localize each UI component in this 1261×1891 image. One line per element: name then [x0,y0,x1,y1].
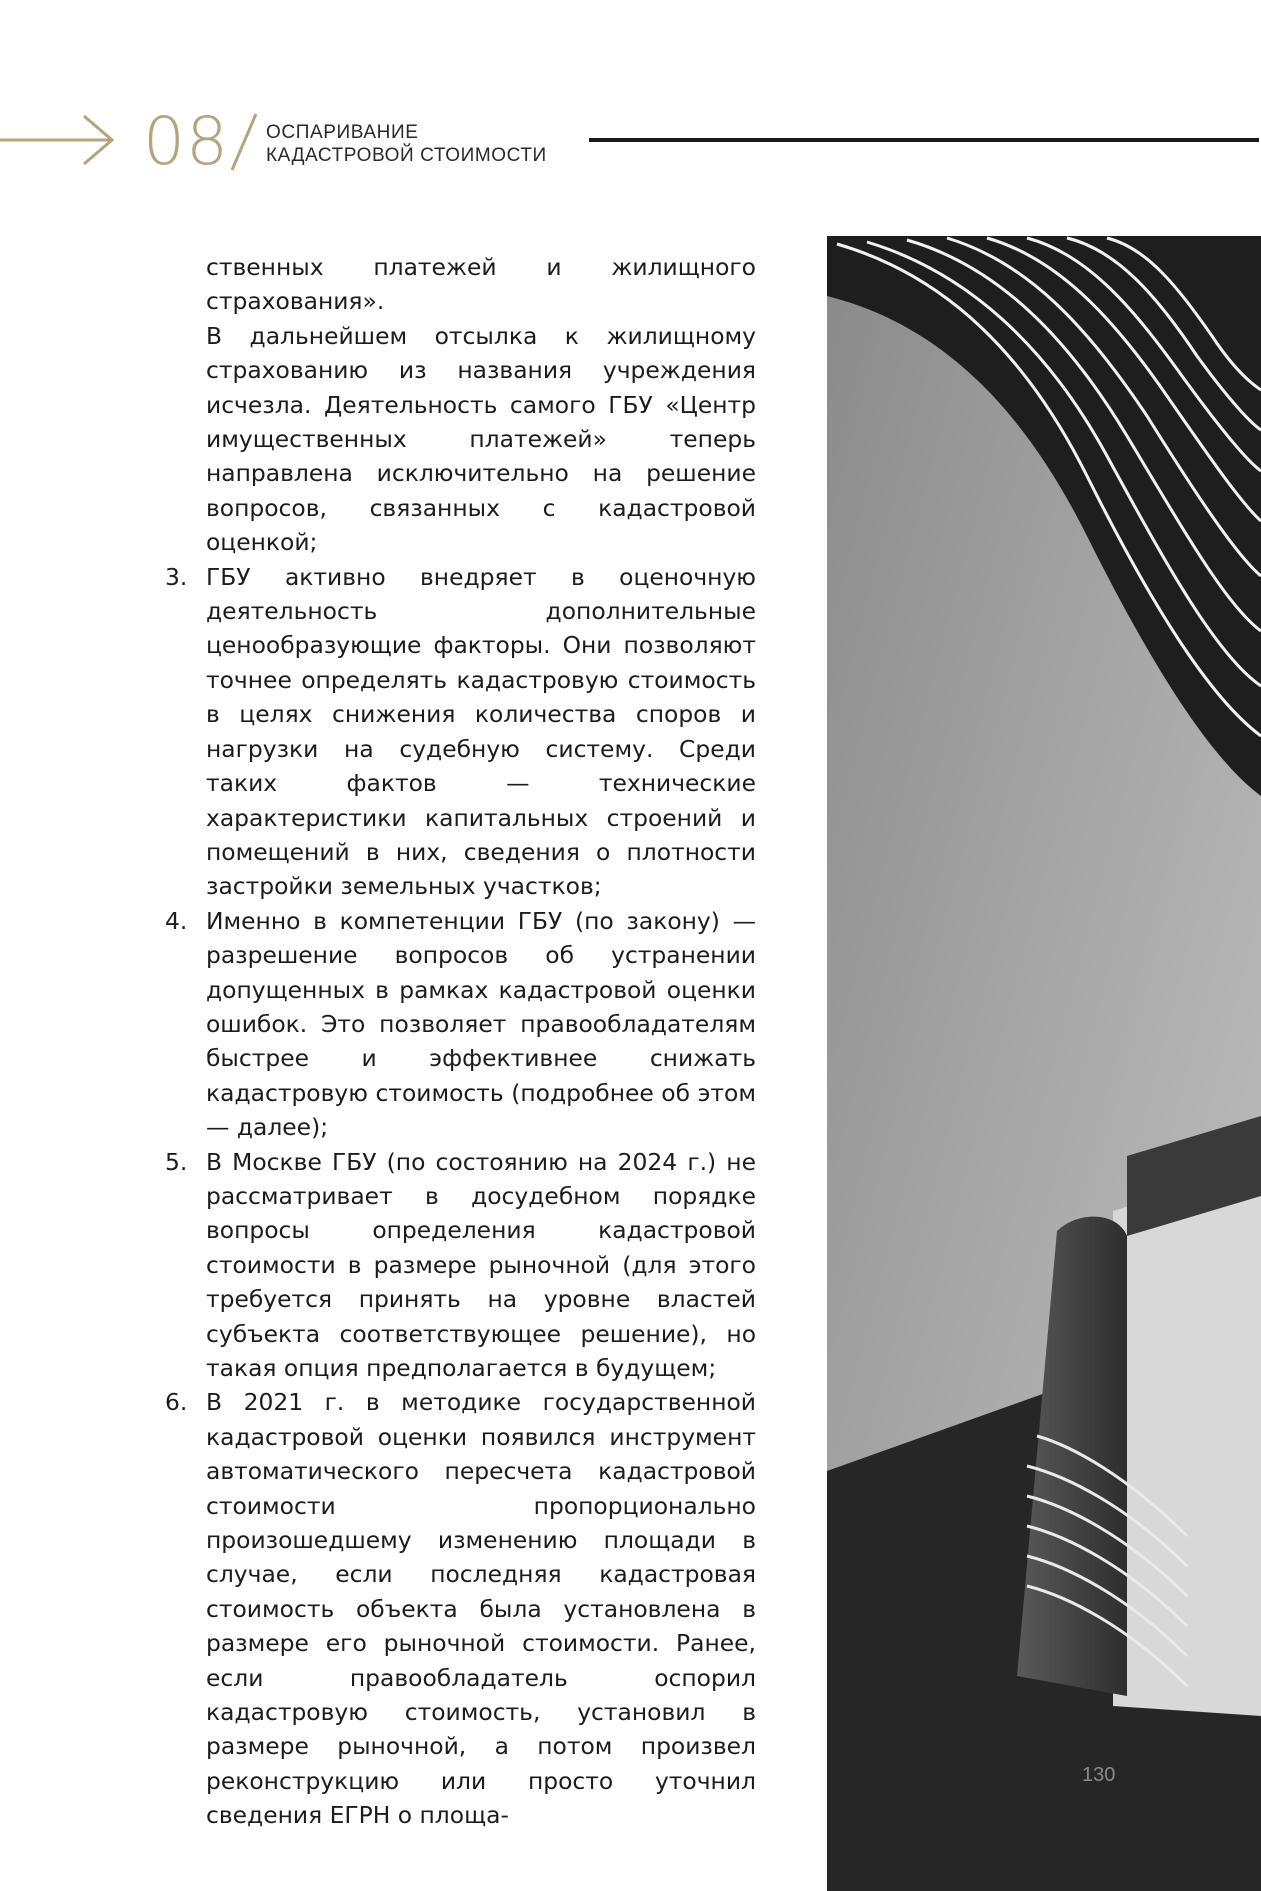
list-item [160,1385,756,1832]
list-item [160,904,756,1145]
building-photo-illustration [827,236,1261,1891]
chapter-title [266,121,547,167]
list-item-text: В 2021 г. в методике государственной кадастровой оценки появился инструмент автоматического пересчета кадастровой стоимости пропорционально произошедшему изменению площади в случае, если последняя кадастровая стоимость объекта была установлена в размере его рыночной стоимости. Ранее, если правообладатель оспорил кадастровую стоимость, установил в размере рыночной, а потом произвел реконструкцию или просто уточнил сведения ЕГРН о площа- [206,1388,756,1830]
list-item [160,560,756,904]
slash-divider-icon [226,112,260,172]
arrow-right-icon [0,112,120,172]
chapter-title-line2: КАДАСТРОВОЙ СТОИМОСТИ [266,145,547,166]
building-photo [827,236,1261,1891]
body-text [160,250,756,1833]
continuation-text: ственных платежей и жилищного страхования». [206,253,756,316]
list-number: 6. [165,1388,188,1417]
paragraph-text: В дальнейшем отсылка к жилищному страхованию из названия учреждения исчезла. Деятельность самого ГБУ «Центр имущественных платежей» теперь направлена исключительно на решение вопросов, связанных с кадастровой оценкой; [206,321,756,557]
page-number: 130 [1082,1764,1116,1786]
list-number: 4. [165,906,188,935]
chapter-title-line1: ОСПАРИВАНИЕ [266,122,419,143]
numbered-list [160,560,756,1833]
list-item [160,1145,756,1386]
header-rule [589,138,1259,142]
chapter-number: 08 [143,103,229,180]
list-item-text: ГБУ активно внедряет в оценочную деятельность дополнительные ценообразующие факторы. Они позволяют точнее определять кадастровую стоимость в целях снижения количества споров и нагрузки на судебную систему. Среди таких фактов — технические характеристики капитальных строений и помещений в них, сведения о плотности застройки земельных участков; [206,562,756,901]
list-item-text: Именно в компетенции ГБУ (по закону) — разрешение вопросов об устранении допущенных в рамках кадастровой оценки ошибок. Это позволяет правообладателям быстрее и эффективнее снижать кадастровую стоимость (подробнее об этом — далее); [206,906,756,1142]
list-item-text: В Москве ГБУ (по состоянию на 2024 г.) не рассматривает в досудебном порядке вопросы определения кадастровой стоимости в размере рыночной (для этого требуется принять на уровне властей субъекта соответствующее решение), но такая опция предполагается в будущем; [206,1147,756,1382]
list-number: 5. [165,1147,188,1176]
list-number: 3. [165,562,188,591]
